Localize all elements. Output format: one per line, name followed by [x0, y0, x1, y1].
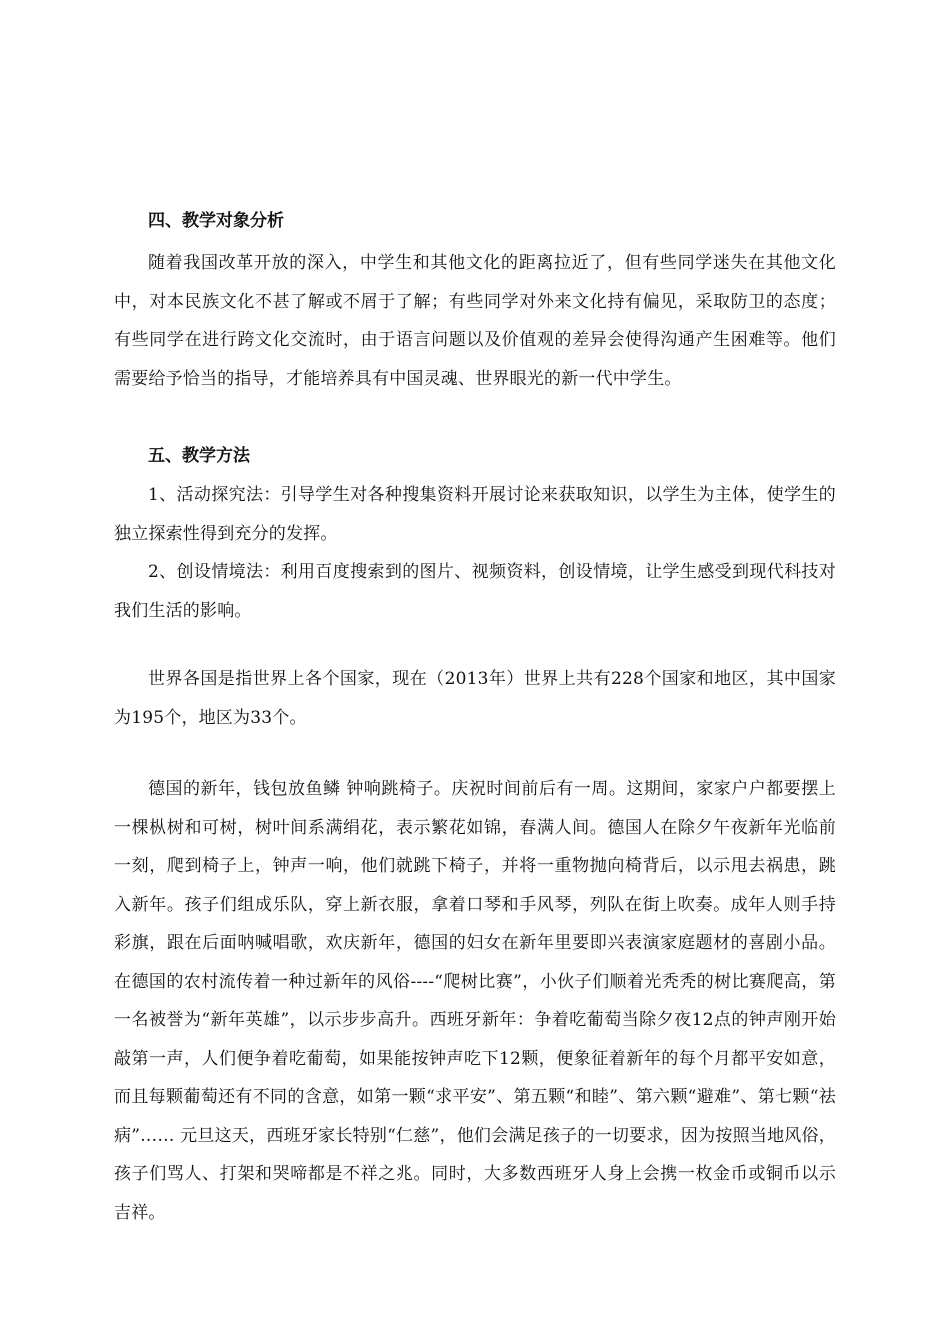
section-heading-teaching-methods: 五、教学方法 — [148, 446, 250, 466]
countries-section — [114, 660, 836, 737]
section-body-teaching-methods — [114, 476, 836, 630]
newyear-section — [114, 770, 836, 1232]
method-item-activity-inquiry: 1、活动探究法：引导学生对各种搜集资料开展讨论来获取知识，以学生为主体，使学生的独立探索性得到充分的发挥。 — [114, 485, 836, 544]
paragraph-teaching-object: 随着我国改革开放的深入，中学生和其他文化的距离拉近了，但有些同学迷失在其他文化中，对本民族文化不甚了解或不屑于了解；有些同学对外来文化持有偏见，采取防卫的态度；有些同学在进行跨文化交流时，由于语言问题以及价值观的差异会使得沟通产生困难等。他们需要给予恰当的指导，才能培养具有中国灵魂、世界眼光的新一代中学生。 — [114, 253, 836, 389]
paragraph-world-countries: 世界各国是指世界上各个国家，现在（2013年）世界上共有228个国家和地区，其中国家为195个，地区为33个。 — [114, 669, 836, 728]
paragraph-newyear-customs: 德国的新年，钱包放鱼鳞 钟响跳椅子。庆祝时间前后有一周。这期间，家家户户都要摆上一棵枞树和可树，树叶间系满绢花，表示繁花如锦，春满人间。德国人在除夕午夜新年光临前一刻，爬到椅子上，钟声一响，他们就跳下椅子，并将一重物抛向椅背后，以示甩去祸患，跳入新年。孩子们组成乐队，穿上新衣服，拿着口琴和手风琴，列队在街上吹奏。成年人则手持彩旗，跟在后面呐喊唱歌，欢庆新年，德国的妇女在新年里要即兴表演家庭题材的喜剧小品。在德国的农村流传着一种过新年的风俗----“爬树比赛”，小伙子们顺着光秃秃的树比赛爬高，第一名被誉为“新年英雄”，以示步步高升。西班牙新年：争着吃葡萄当除夕夜12点的钟声刚开始敲第一声，人们便争着吃葡萄，如果能按钟声吃下12颗，便象征着新年的每个月都平安如意，而且每颗葡萄还有不同的含意，如第一颗“求平安”、第五颗“和睦”、第六颗“避难”、第七颗“祛病”…… 元旦这天，西班牙家长特别“仁慈”，他们会满足孩子的一切要求，因为按照当地风俗，孩子们骂人、打架和哭啼都是不祥之兆。同时，大多数西班牙人身上会携一枚金币或铜币以示吉祥。 — [114, 779, 836, 1223]
section-body-teaching-object-analysis — [114, 244, 836, 398]
method-item-scenario-creation: 2、创设情境法：利用百度搜索到的图片、视频资料，创设情境，让学生感受到现代科技对我们生活的影响。 — [114, 562, 836, 621]
section-heading-teaching-object-analysis: 四、教学对象分析 — [148, 211, 284, 231]
